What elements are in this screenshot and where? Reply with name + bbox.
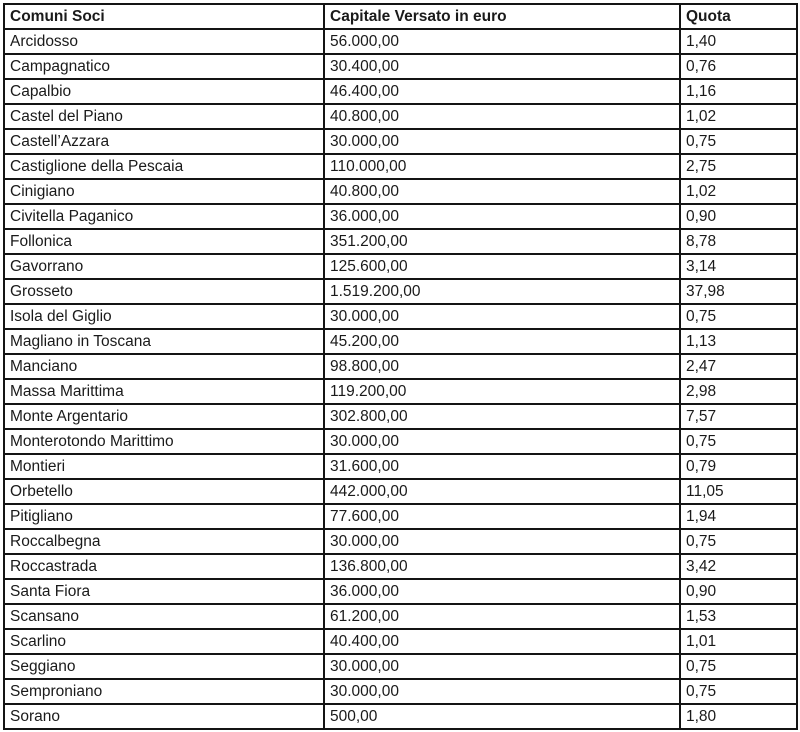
comune-cell: Montieri bbox=[4, 454, 324, 479]
table-row bbox=[4, 404, 797, 429]
table-row bbox=[4, 204, 797, 229]
comune-cell: Roccastrada bbox=[4, 554, 324, 579]
column-header-quota: Quota bbox=[680, 4, 797, 29]
quota-cell: 0,79 bbox=[680, 454, 797, 479]
comune-cell: Civitella Paganico bbox=[4, 204, 324, 229]
capitale-cell: 30.000,00 bbox=[324, 679, 680, 704]
table-row bbox=[4, 554, 797, 579]
comuni-soci-table bbox=[3, 3, 798, 730]
table-row bbox=[4, 379, 797, 404]
quota-cell: 37,98 bbox=[680, 279, 797, 304]
capitale-cell: 30.000,00 bbox=[324, 304, 680, 329]
comune-cell: Capalbio bbox=[4, 79, 324, 104]
comune-cell: Pitigliano bbox=[4, 504, 324, 529]
capitale-cell: 500,00 bbox=[324, 704, 680, 729]
comune-cell: Manciano bbox=[4, 354, 324, 379]
quota-cell: 11,05 bbox=[680, 479, 797, 504]
quota-cell: 8,78 bbox=[680, 229, 797, 254]
capitale-cell: 136.800,00 bbox=[324, 554, 680, 579]
quota-cell: 0,75 bbox=[680, 429, 797, 454]
capitale-cell: 77.600,00 bbox=[324, 504, 680, 529]
table-row bbox=[4, 579, 797, 604]
capitale-cell: 1.519.200,00 bbox=[324, 279, 680, 304]
capitale-cell: 98.800,00 bbox=[324, 354, 680, 379]
capitale-cell: 36.000,00 bbox=[324, 204, 680, 229]
quota-cell: 1,94 bbox=[680, 504, 797, 529]
comune-cell: Monte Argentario bbox=[4, 404, 324, 429]
capitale-cell: 45.200,00 bbox=[324, 329, 680, 354]
table-row bbox=[4, 454, 797, 479]
table-row bbox=[4, 679, 797, 704]
table-row bbox=[4, 129, 797, 154]
capitale-cell: 56.000,00 bbox=[324, 29, 680, 54]
table-row bbox=[4, 529, 797, 554]
comune-cell: Isola del Giglio bbox=[4, 304, 324, 329]
quota-cell: 3,14 bbox=[680, 254, 797, 279]
table-row bbox=[4, 179, 797, 204]
table-row bbox=[4, 429, 797, 454]
comune-cell: Seggiano bbox=[4, 654, 324, 679]
capitale-cell: 30.400,00 bbox=[324, 54, 680, 79]
capitale-cell: 30.000,00 bbox=[324, 654, 680, 679]
quota-cell: 3,42 bbox=[680, 554, 797, 579]
quota-cell: 1,53 bbox=[680, 604, 797, 629]
quota-cell: 2,47 bbox=[680, 354, 797, 379]
capitale-cell: 119.200,00 bbox=[324, 379, 680, 404]
quota-cell: 7,57 bbox=[680, 404, 797, 429]
capitale-cell: 40.400,00 bbox=[324, 629, 680, 654]
table-row bbox=[4, 229, 797, 254]
quota-cell: 1,40 bbox=[680, 29, 797, 54]
quota-cell: 0,90 bbox=[680, 579, 797, 604]
comune-cell: Santa Fiora bbox=[4, 579, 324, 604]
capitale-cell: 46.400,00 bbox=[324, 79, 680, 104]
quota-cell: 2,98 bbox=[680, 379, 797, 404]
capitale-cell: 442.000,00 bbox=[324, 479, 680, 504]
capitale-cell: 30.000,00 bbox=[324, 529, 680, 554]
column-header-comuni-soci: Comuni Soci bbox=[4, 4, 324, 29]
quota-cell: 1,02 bbox=[680, 179, 797, 204]
comune-cell: Massa Marittima bbox=[4, 379, 324, 404]
capitale-cell: 125.600,00 bbox=[324, 254, 680, 279]
comune-cell: Roccalbegna bbox=[4, 529, 324, 554]
quota-cell: 2,75 bbox=[680, 154, 797, 179]
table-row bbox=[4, 279, 797, 304]
quota-cell: 1,01 bbox=[680, 629, 797, 654]
table-row bbox=[4, 329, 797, 354]
table-row bbox=[4, 104, 797, 129]
comune-cell: Castiglione della Pescaia bbox=[4, 154, 324, 179]
comune-cell: Campagnatico bbox=[4, 54, 324, 79]
capitale-cell: 40.800,00 bbox=[324, 104, 680, 129]
table-row bbox=[4, 629, 797, 654]
comune-cell: Arcidosso bbox=[4, 29, 324, 54]
table-row bbox=[4, 604, 797, 629]
capitale-cell: 61.200,00 bbox=[324, 604, 680, 629]
comune-cell: Grosseto bbox=[4, 279, 324, 304]
table-row bbox=[4, 304, 797, 329]
capitale-cell: 40.800,00 bbox=[324, 179, 680, 204]
comune-cell: Castell’Azzara bbox=[4, 129, 324, 154]
capitale-cell: 36.000,00 bbox=[324, 579, 680, 604]
quota-cell: 0,75 bbox=[680, 654, 797, 679]
table-row bbox=[4, 54, 797, 79]
quota-cell: 1,02 bbox=[680, 104, 797, 129]
comune-cell: Gavorrano bbox=[4, 254, 324, 279]
comune-cell: Sorano bbox=[4, 704, 324, 729]
capitale-cell: 31.600,00 bbox=[324, 454, 680, 479]
comune-cell: Scarlino bbox=[4, 629, 324, 654]
quota-cell: 0,75 bbox=[680, 304, 797, 329]
comune-cell: Magliano in Toscana bbox=[4, 329, 324, 354]
table-row bbox=[4, 154, 797, 179]
quota-cell: 1,13 bbox=[680, 329, 797, 354]
quota-cell: 0,90 bbox=[680, 204, 797, 229]
table-body bbox=[4, 29, 797, 729]
quota-cell: 0,75 bbox=[680, 129, 797, 154]
capitale-cell: 30.000,00 bbox=[324, 429, 680, 454]
capitale-cell: 110.000,00 bbox=[324, 154, 680, 179]
table-row bbox=[4, 79, 797, 104]
quota-cell: 0,76 bbox=[680, 54, 797, 79]
table-row bbox=[4, 654, 797, 679]
table-row bbox=[4, 29, 797, 54]
quota-cell: 1,16 bbox=[680, 79, 797, 104]
table-row bbox=[4, 704, 797, 729]
comune-cell: Castel del Piano bbox=[4, 104, 324, 129]
header-row bbox=[4, 4, 797, 29]
capitale-cell: 302.800,00 bbox=[324, 404, 680, 429]
table-row bbox=[4, 254, 797, 279]
capitale-cell: 30.000,00 bbox=[324, 129, 680, 154]
comune-cell: Orbetello bbox=[4, 479, 324, 504]
table-row bbox=[4, 504, 797, 529]
quota-cell: 0,75 bbox=[680, 529, 797, 554]
quota-cell: 1,80 bbox=[680, 704, 797, 729]
comune-cell: Cinigiano bbox=[4, 179, 324, 204]
comune-cell: Scansano bbox=[4, 604, 324, 629]
comune-cell: Follonica bbox=[4, 229, 324, 254]
comune-cell: Semproniano bbox=[4, 679, 324, 704]
comune-cell: Monterotondo Marittimo bbox=[4, 429, 324, 454]
column-header-capitale-versato: Capitale Versato in euro bbox=[324, 4, 680, 29]
capitale-cell: 351.200,00 bbox=[324, 229, 680, 254]
quota-cell: 0,75 bbox=[680, 679, 797, 704]
table-row bbox=[4, 479, 797, 504]
table-row bbox=[4, 354, 797, 379]
